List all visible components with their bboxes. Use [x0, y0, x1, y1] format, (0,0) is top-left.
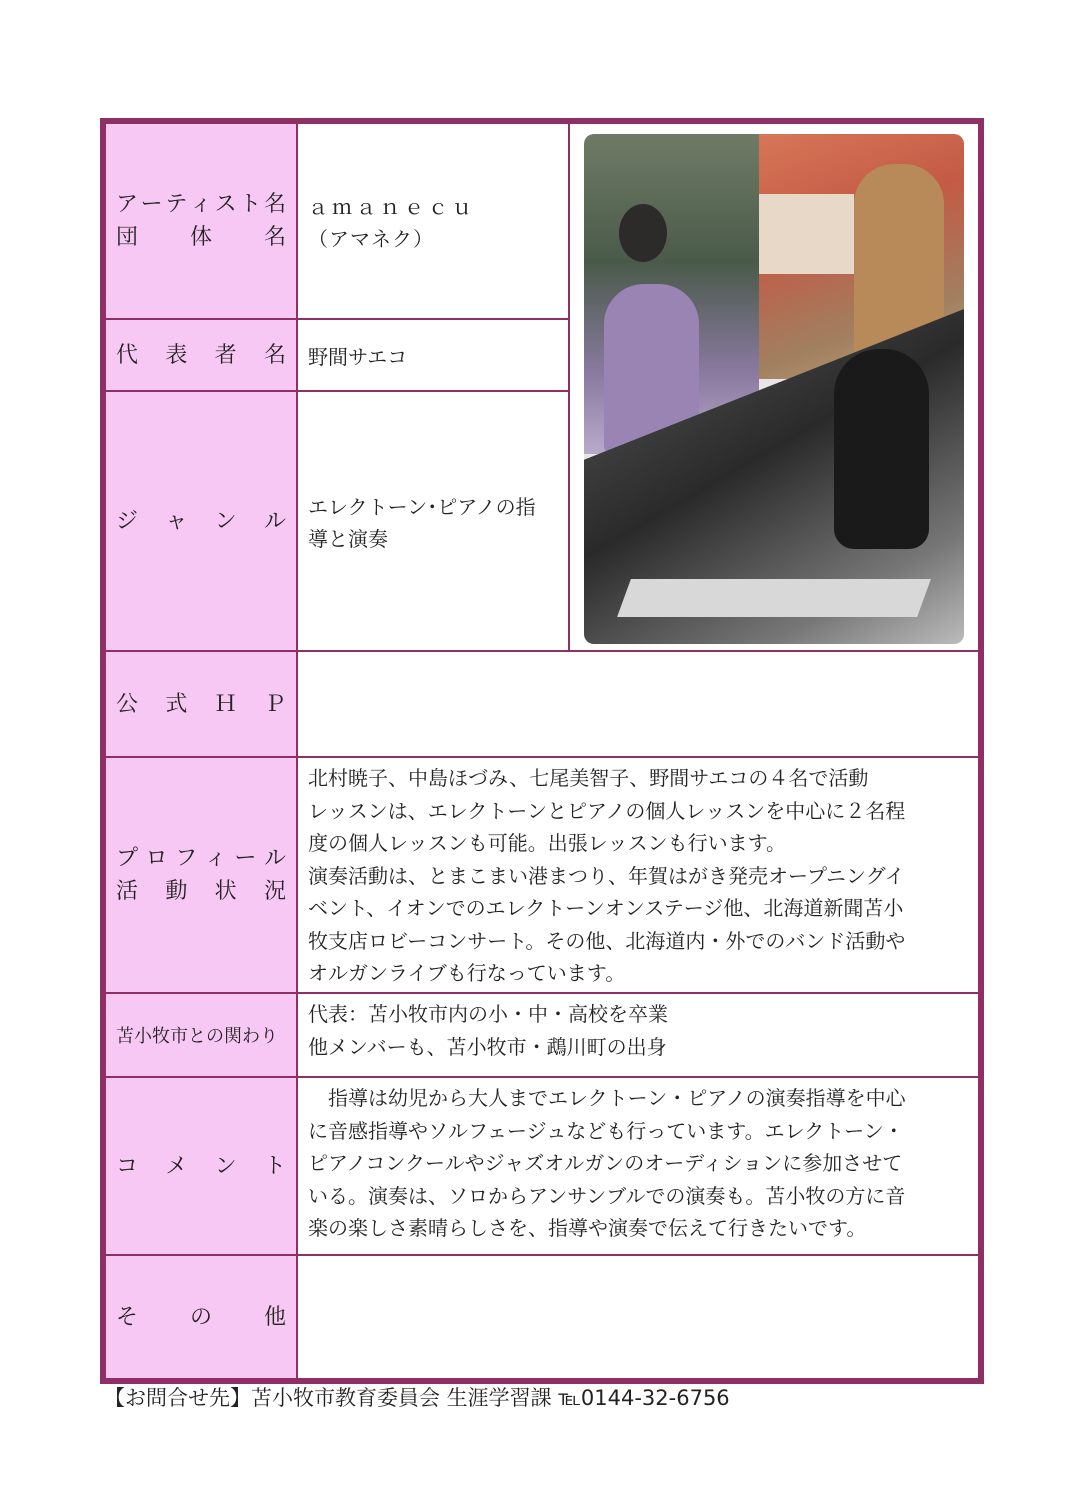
- performance-photo-collage: [584, 134, 964, 644]
- label-relation: [106, 994, 298, 1076]
- row-profile: [106, 758, 978, 992]
- label-char: 動: [165, 879, 188, 904]
- label-char: ア: [116, 192, 139, 217]
- label-char: 況: [263, 879, 286, 904]
- label-char: 他: [263, 1304, 286, 1330]
- label-char: そ: [116, 1304, 139, 1330]
- value-hp: [298, 652, 978, 756]
- label-char: ー: [140, 192, 163, 217]
- label-char: ジ: [116, 508, 139, 534]
- contact-footer: 【お問合せ先】苫小牧市教育委員会 生涯学習課 ℡0144-32-6756: [104, 1386, 730, 1410]
- label-char: Ｐ: [263, 691, 286, 717]
- label-char: の: [189, 1304, 212, 1330]
- row-other: [106, 1256, 978, 1378]
- label-hp-line: [116, 688, 286, 721]
- genre-line: エレクトーン･ピアノの指: [308, 494, 536, 519]
- value-relation: [298, 994, 978, 1076]
- label-char: 団: [116, 225, 139, 250]
- label-representative: [106, 320, 298, 390]
- label-char: 状: [214, 879, 237, 904]
- organ-shape: [744, 194, 854, 274]
- artist-name: ａｍａｎｅｃｕ: [308, 194, 476, 219]
- label-artist-line1: [116, 188, 286, 221]
- label-char: 表: [165, 342, 188, 368]
- value-profile: [298, 758, 978, 992]
- profile-line: 牧支店ロビーコンサート。その他、北海道内・外でのバンド活動や: [308, 928, 906, 953]
- label-char: ス: [214, 192, 237, 217]
- label-other-line: [116, 1301, 286, 1334]
- keyboard-shape: [617, 579, 931, 617]
- row-relation: [106, 994, 978, 1076]
- label-char: 名: [263, 225, 286, 250]
- comment-line: いる。演奏は、ソロからアンサンブルでの演奏も。苫小牧の方に音: [308, 1183, 906, 1208]
- comment-line: 楽の楽しさ素晴らしさを、指導や演奏で伝えて行きたいです。: [308, 1216, 867, 1240]
- label-artist-line2: [116, 221, 286, 254]
- label-artist: [106, 124, 298, 318]
- genre-line: 導と演奏: [308, 527, 388, 551]
- label-char: ト: [263, 1153, 286, 1179]
- value-comment: [298, 1078, 978, 1254]
- relation-line: 代表：苫小牧市内の小・中・高校を卒業: [308, 1002, 668, 1026]
- artist-name-kana: （アマネク）: [308, 227, 434, 251]
- profile-line: レッスンは、エレクトーンとピアノの個人レッスンを中心に２名程: [308, 798, 906, 823]
- label-hp: [106, 652, 298, 756]
- performer-head-shape: [619, 204, 667, 262]
- value-other: [298, 1256, 978, 1378]
- row-hp: [106, 652, 978, 756]
- value-genre: [298, 392, 568, 650]
- label-char: 活: [116, 879, 139, 904]
- label-profile-line2: [116, 875, 286, 908]
- comment-line: 指導は幼児から大人までエレクトーン・ピアノの演奏指導を中心: [308, 1086, 906, 1110]
- label-char: テ: [165, 192, 188, 217]
- label-char: ー: [234, 846, 257, 871]
- representative-name: 野間サエコ: [308, 344, 408, 369]
- label-other: [106, 1256, 298, 1378]
- label-char: Ｈ: [214, 691, 237, 717]
- value-artist: [298, 124, 568, 318]
- profile-sheet: [100, 118, 984, 1384]
- label-char: 公: [116, 691, 139, 717]
- profile-line: オルガンライブも行なっています。: [308, 961, 626, 985]
- label-char: プ: [116, 846, 139, 871]
- label-char: 体: [189, 225, 212, 250]
- label-char: ィ: [189, 192, 212, 217]
- profile-line: 北村暁子、中島ほづみ、七尾美智子、野間サエコの４名で活動: [308, 766, 869, 790]
- value-representative: [298, 320, 568, 390]
- label-char: ル: [263, 846, 286, 871]
- label-char: ャ: [165, 508, 188, 534]
- label-char: ィ: [204, 846, 227, 871]
- label-char: ロ: [145, 846, 168, 871]
- profile-line: 演奏活動は、とまこまい港まつり、年賀はがき発売オープニングイ: [308, 863, 905, 888]
- label-char: ン: [214, 1153, 237, 1179]
- label-char: 者: [214, 342, 237, 368]
- performer-hair-shape: [834, 349, 929, 549]
- label-relation-text: 苫小牧市との関わり: [116, 1026, 278, 1047]
- label-representative-line: [116, 339, 286, 372]
- relation-line: 他メンバーも、苫小牧市・鵡川町の出身: [308, 1034, 667, 1059]
- label-char: コ: [116, 1153, 139, 1179]
- photo-column-divider: [568, 124, 570, 650]
- label-genre: [106, 392, 298, 650]
- label-comment-line: [116, 1150, 286, 1183]
- comment-line: ピアノコンクールやジャズオルガンのオーディションに参加させて: [308, 1151, 903, 1175]
- label-char: ル: [263, 508, 286, 534]
- comment-line: に音感指導やソルフェージュなども行っています。エレクトーン・: [308, 1118, 904, 1143]
- label-char: ン: [214, 508, 237, 534]
- label-char: 式: [165, 691, 188, 717]
- label-char: メ: [165, 1153, 188, 1179]
- row-comment: [106, 1078, 978, 1254]
- label-profile-line1: [116, 842, 286, 875]
- profile-line: 度の個人レッスンも可能。出張レッスンも行います。: [308, 831, 786, 855]
- label-char: 名: [263, 192, 286, 217]
- label-profile: [106, 758, 298, 992]
- label-genre-line: [116, 505, 286, 538]
- label-char: 代: [116, 342, 139, 368]
- profile-line: ベント、イオンでのエレクトーンオンステージ他、北海道新聞苫小: [308, 896, 904, 920]
- label-char: 名: [263, 342, 286, 368]
- label-char: ト: [239, 192, 262, 217]
- label-char: フ: [175, 846, 198, 871]
- label-comment: [106, 1078, 298, 1254]
